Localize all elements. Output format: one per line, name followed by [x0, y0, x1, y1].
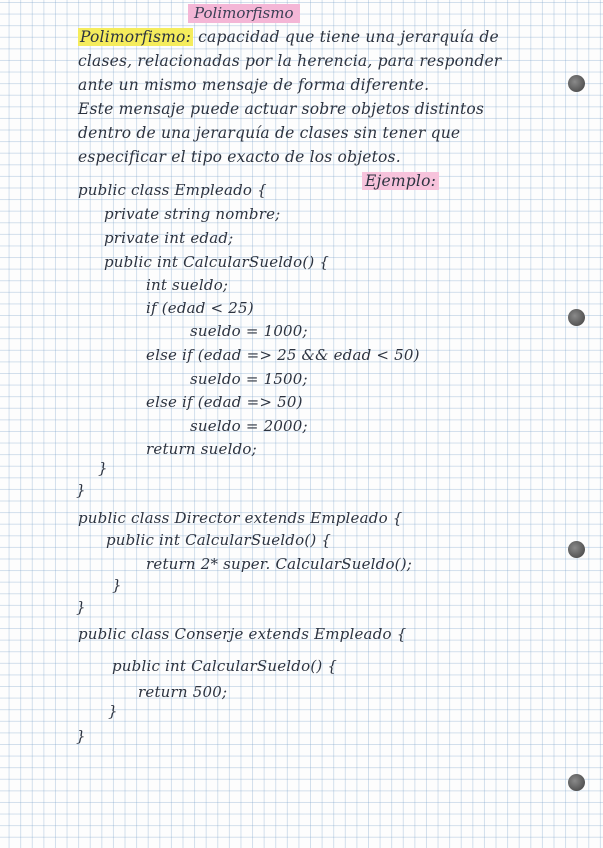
- code-line: }: [76, 481, 86, 499]
- example-highlight: Ejemplo:: [362, 172, 439, 190]
- code-line: private string nombre;: [104, 205, 281, 223]
- definition-line-4: Este mensaje puede actuar sobre objetos distintos: [78, 100, 485, 118]
- code-line: return 2* super. CalcularSueldo();: [146, 555, 413, 573]
- code-line: sueldo = 1000;: [190, 322, 308, 340]
- example-label: [362, 172, 439, 190]
- code-line: public int CalcularSueldo() {: [104, 253, 330, 271]
- definition-line-1: [78, 28, 499, 46]
- binder-hole: [568, 309, 585, 326]
- binder-hole: [568, 75, 585, 92]
- page-title: Polimorfismo: [188, 4, 300, 23]
- code-line: sueldo = 1500;: [190, 370, 308, 388]
- code-line: }: [108, 702, 118, 720]
- code-line: return sueldo;: [146, 440, 257, 458]
- code-line: int sueldo;: [146, 276, 229, 294]
- code-line: }: [76, 727, 86, 745]
- definition-line-3: ante un mismo mensaje de forma diferente.: [78, 76, 430, 94]
- definition-line-5: dentro de una jerarquía de clases sin tener que: [78, 124, 461, 142]
- code-line: public int CalcularSueldo() {: [112, 657, 338, 675]
- code-line: else if (edad => 50): [146, 393, 303, 411]
- definition-line-1-text: capacidad que tiene una jerarquía de: [198, 28, 499, 46]
- code-line: public class Conserje extends Empleado {: [78, 625, 407, 643]
- code-line: public int CalcularSueldo() {: [106, 531, 332, 549]
- code-line: private int edad;: [104, 229, 234, 247]
- code-line: else if (edad => 25 && edad < 50): [146, 346, 420, 364]
- code-line: if (edad < 25): [146, 299, 254, 317]
- definition-line-6: especificar el tipo exacto de los objetos.: [78, 148, 401, 166]
- code-line: }: [98, 459, 108, 477]
- definition-line-2: clases, relacionadas por la herencia, para responder: [78, 52, 502, 70]
- term-highlight: Polimorfismo:: [80, 28, 191, 46]
- binder-hole: [568, 541, 585, 558]
- binder-hole: [568, 774, 585, 791]
- code-line: }: [112, 576, 122, 594]
- code-line: }: [76, 598, 86, 616]
- code-line: return 500;: [138, 683, 228, 701]
- code-line: public class Director extends Empleado {: [78, 509, 403, 527]
- code-line: sueldo = 2000;: [190, 417, 308, 435]
- code-line: public class Empleado {: [78, 181, 267, 199]
